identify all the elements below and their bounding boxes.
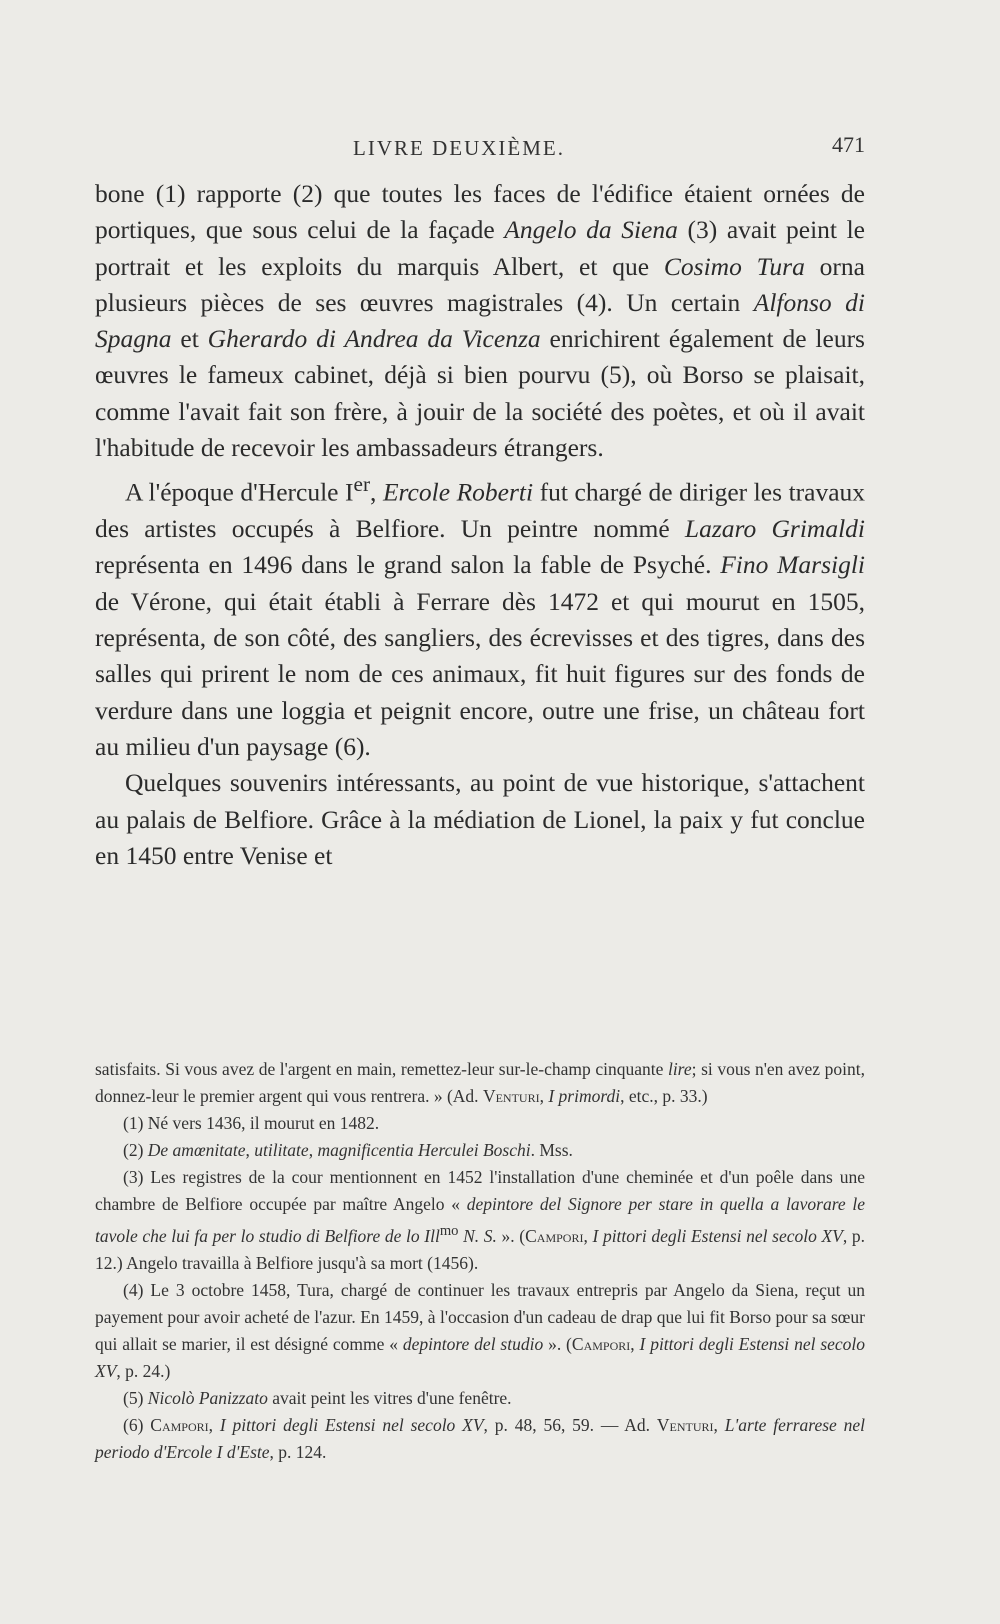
- italic-title: magnificentia Herculei Boschi: [317, 1140, 531, 1160]
- text-run: (6): [123, 1414, 151, 1435]
- author-name: Campori: [525, 1225, 584, 1246]
- text-run: ,: [308, 1140, 318, 1160]
- text-run: ; si vous n'en avez point, donnez-leur le premier argent qui vous rentrera. » (Ad.: [95, 1059, 865, 1106]
- italic-name: Gherardo di Andrea da Vicenza: [207, 324, 541, 354]
- footnote-3: [95, 1164, 865, 1277]
- running-title: LIVRE DEUXIÈME.: [353, 136, 565, 160]
- paragraph-2: [95, 466, 865, 765]
- italic-quote: N. S.: [458, 1225, 497, 1246]
- page-header: [95, 132, 865, 166]
- italic-name: Ercole Roberti: [382, 477, 534, 507]
- text-run: représenta en 1496 dans le grand salon la fable de Psyché.: [95, 550, 721, 580]
- superscript: er: [353, 472, 371, 497]
- text-run: , p. 48, 56, 59. — Ad.: [483, 1414, 657, 1435]
- italic-title: I pittori degli Estensi nel secolo XV: [95, 1333, 866, 1381]
- text-run: ». (: [543, 1333, 572, 1354]
- text-run: avait peint les vitres d'une fenêtre.: [267, 1387, 512, 1408]
- superscript: mo: [439, 1223, 459, 1239]
- text-run: ,: [370, 477, 383, 507]
- italic-name: Angelo da Siena: [504, 215, 678, 245]
- page-number: 471: [832, 132, 865, 157]
- footnote-1: (1) Né vers 1436, il mourut en 1482.: [123, 1113, 380, 1133]
- italic-title: utilitate: [254, 1140, 309, 1160]
- text-run: ,: [583, 1225, 593, 1246]
- footnotes: [95, 1056, 865, 1466]
- author-name: Venturi: [482, 1086, 540, 1106]
- author-name: Campori: [150, 1414, 209, 1435]
- italic-name: Lazaro Grimaldi: [684, 514, 865, 544]
- text-run: ,: [713, 1414, 725, 1435]
- text-run: (3) Les registres de la cour mentionnent en 1452 l'installation d'une cheminée et d'un poêle dans une chambre de Belfiore occupée par maître Angelo «: [95, 1167, 865, 1214]
- text-run: fut chargé de diriger les travaux des artistes occupés à Belfiore. Un peintre nommé: [95, 477, 866, 544]
- italic-title: I pittori degli Estensi nel secolo XV: [592, 1225, 843, 1246]
- italic-name: Nicolò Panizzato: [147, 1387, 268, 1408]
- text-run: et: [171, 324, 208, 354]
- text-run: (3) avait peint le portrait et les exploits du marquis Albert, et que: [95, 215, 865, 281]
- italic-name: Alfonso di Spagna: [95, 287, 865, 354]
- text-run: ,: [630, 1333, 640, 1354]
- footnote-5: [95, 1385, 865, 1412]
- text-run: de Vérone, qui était établi à Ferrare dès 1472 et qui mourut en 1505, représenta, de son côté, des sangliers, des écrevisses et des tigres, dans des salles qui prirent le nom de ces animaux, fit huit figures sur des fonds de verdure dans une loggia et peignit encore, outre une frise, un château fort au milieu d'un paysage (6).: [95, 586, 865, 761]
- text-run: (5): [123, 1387, 148, 1408]
- text-run: , p. 12.) Angelo travailla à Belfiore jusqu'à sa mort (1456).: [95, 1225, 866, 1273]
- italic-quote: depintore del studio: [402, 1333, 544, 1354]
- text-run: , etc., p. 33.): [620, 1086, 708, 1106]
- italic-title: De amœnitate: [147, 1140, 246, 1160]
- text-run: (2): [123, 1140, 148, 1160]
- italic-title: I pittori degli Estensi nel secolo XV: [219, 1414, 484, 1435]
- paragraph-1: [95, 176, 865, 466]
- text-run: (4) Le 3 octobre 1458, Tura, chargé de continuer les travaux entrepris par Angelo da Siena, reçut un payement pour avoir acheté de l'azur. En 1459, à l'occasion d'un cadeau de drap que lui fit Borso pour sa sœur qui allait se marier, il est désigné comme «: [95, 1279, 865, 1354]
- italic-name: Cosimo Tura: [663, 251, 805, 281]
- text-run: A l'époque d'Hercule I: [125, 477, 354, 507]
- text-run: ,: [539, 1086, 549, 1106]
- footnote-continuation: [95, 1056, 865, 1110]
- footnote-2: [95, 1137, 865, 1164]
- footnote-4: [95, 1277, 865, 1385]
- text-run: . Mss.: [530, 1140, 573, 1160]
- author-name: Campori: [571, 1333, 631, 1354]
- text-run: bone (1) rapporte (2) que toutes les faces de l'édifice étaient ornées de portiques, que sous celui de la façade: [95, 179, 865, 245]
- text-run: ,: [245, 1140, 255, 1160]
- footnote-6: [95, 1412, 865, 1466]
- author-name: Venturi: [656, 1414, 714, 1435]
- italic-quote: depintore del Signore per stare in quella a lavorare le tavole che lui fa per lo studio di Belfiore de lo Ill: [95, 1194, 865, 1246]
- italic-title: L'arte ferrarese nel periodo d'Ercole I d'Este: [95, 1414, 866, 1462]
- text-run: , p. 124.: [269, 1441, 327, 1462]
- text-run: enrichirent également de leurs œuvres le fameux cabinet, déjà si bien pourvu (5), où Borso se plaisait, comme l'avait fait son frère, à jouir de la société des poètes, et où il avait l'habitude de recevoir les ambassadeurs étrangers.: [95, 324, 865, 463]
- text-run: satisfaits. Si vous avez de l'argent en main, remettez-leur sur-le-champ cinquante: [95, 1059, 668, 1079]
- main-text: [95, 176, 865, 874]
- paragraph-3: Quelques souvenirs intéressants, au point de vue historique, s'attachent au palais de Belfiore. Grâce à la médiation de Lionel, la paix y fut conclue en 1450 entre Venise et: [95, 768, 865, 870]
- italic-name: Fino Marsigli: [720, 550, 865, 580]
- text-run: , p. 24.): [116, 1360, 171, 1381]
- italic-term: lire: [667, 1059, 692, 1079]
- text-run: orna plusieurs pièces de ses œuvres magistrales (4). Un certain: [95, 251, 865, 317]
- text-run: ,: [208, 1414, 220, 1435]
- text-run: ». (: [496, 1225, 526, 1246]
- italic-title: I primordi: [548, 1086, 621, 1106]
